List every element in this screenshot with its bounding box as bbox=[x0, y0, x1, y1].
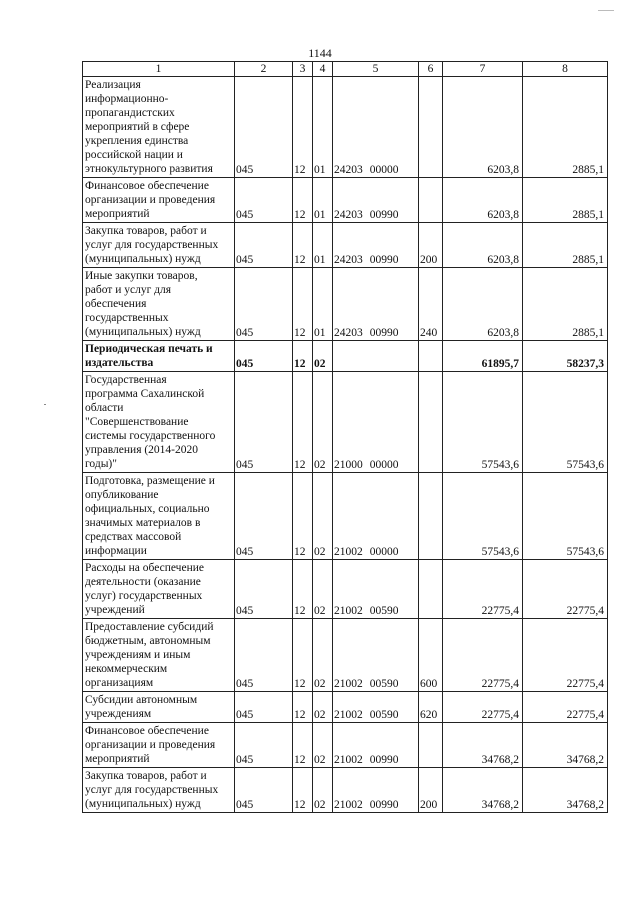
page-number: 1144 bbox=[308, 46, 332, 60]
scan-artifact-dot bbox=[44, 404, 46, 405]
item-name-line: организации и проведения bbox=[85, 739, 216, 751]
section-code-cell: 12 bbox=[293, 268, 313, 341]
ministry-code-cell: 045 bbox=[235, 692, 293, 723]
item-name-line: Закупка товаров, работ и bbox=[85, 225, 207, 237]
budget-table-container bbox=[82, 61, 608, 813]
expense-type-cell bbox=[419, 560, 443, 619]
expense-type-cell bbox=[419, 178, 443, 223]
item-name-line: Иные закупки товаров, bbox=[85, 270, 198, 282]
item-name-line: издательства bbox=[85, 357, 154, 369]
subsection-code-cell: 01 bbox=[313, 268, 333, 341]
section-code-cell: 12 bbox=[293, 372, 313, 473]
table-row bbox=[83, 341, 608, 372]
section-code-cell: 12 bbox=[293, 178, 313, 223]
target-article-program: 21002 bbox=[334, 799, 363, 811]
item-name-cell bbox=[83, 768, 235, 813]
item-name-cell bbox=[83, 619, 235, 692]
scan-artifact bbox=[598, 10, 614, 11]
item-name-line: средствах массовой bbox=[85, 531, 182, 543]
header-col-7: 7 bbox=[443, 62, 523, 77]
target-article-program: 21002 bbox=[334, 754, 363, 766]
ministry-code-cell: 045 bbox=[235, 178, 293, 223]
expense-type-cell bbox=[419, 473, 443, 560]
target-article-program: 21002 bbox=[334, 709, 363, 721]
item-name-line: бюджетным, автономным bbox=[85, 635, 211, 647]
target-article-cell bbox=[333, 692, 419, 723]
item-name-line: Финансовое обеспечение bbox=[85, 725, 209, 737]
amount-year-2-cell: 2885,1 bbox=[523, 77, 608, 178]
expense-type-cell: 200 bbox=[419, 768, 443, 813]
expense-type-cell: 240 bbox=[419, 268, 443, 341]
section-code-cell: 12 bbox=[293, 692, 313, 723]
table-row bbox=[83, 692, 608, 723]
item-name-line: услуг для государственных bbox=[85, 239, 219, 251]
target-article-cell bbox=[333, 768, 419, 813]
expense-type-cell: 200 bbox=[419, 223, 443, 268]
ministry-code-cell: 045 bbox=[235, 77, 293, 178]
target-article-cell bbox=[333, 341, 419, 372]
table-body bbox=[83, 62, 608, 813]
section-code-cell: 12 bbox=[293, 223, 313, 268]
target-article-code bbox=[334, 677, 399, 691]
amount-year-1-cell: 22775,4 bbox=[443, 692, 523, 723]
item-name-cell bbox=[83, 223, 235, 268]
ministry-code-cell: 045 bbox=[235, 619, 293, 692]
target-article-direction: 00990 bbox=[369, 799, 399, 811]
header-row bbox=[83, 62, 608, 77]
item-name-cell bbox=[83, 372, 235, 473]
table-row bbox=[83, 223, 608, 268]
section-code-cell: 12 bbox=[293, 77, 313, 178]
item-name-line: Закупка товаров, работ и bbox=[85, 770, 207, 782]
target-article-cell bbox=[333, 223, 419, 268]
target-article-code bbox=[334, 545, 399, 559]
target-article-cell bbox=[333, 619, 419, 692]
target-article-cell bbox=[333, 473, 419, 560]
target-article-code bbox=[334, 253, 399, 267]
item-name-line: мероприятий в сфере bbox=[85, 121, 190, 133]
item-name-line: Периодическая печать и bbox=[85, 343, 213, 355]
item-name-line: Расходы на обеспечение bbox=[85, 562, 204, 574]
item-name-cell bbox=[83, 692, 235, 723]
item-name-line: управления (2014-2020 bbox=[85, 444, 199, 456]
expense-type-cell: 600 bbox=[419, 619, 443, 692]
target-article-direction: 00000 bbox=[369, 459, 399, 471]
target-article-code bbox=[334, 326, 399, 340]
target-article-program: 21002 bbox=[334, 605, 363, 617]
item-name-cell bbox=[83, 268, 235, 341]
target-article-direction: 00590 bbox=[369, 678, 399, 690]
header-col-1: 1 bbox=[83, 62, 235, 77]
amount-year-2-cell: 22775,4 bbox=[523, 560, 608, 619]
item-name-line: официальных, социально bbox=[85, 503, 210, 515]
target-article-code bbox=[334, 708, 399, 722]
ministry-code-cell: 045 bbox=[235, 723, 293, 768]
item-name-line: (муниципальных) нужд bbox=[85, 798, 201, 810]
header-col-5: 5 bbox=[333, 62, 419, 77]
table-row bbox=[83, 560, 608, 619]
expense-type-cell bbox=[419, 341, 443, 372]
amount-year-2-cell: 34768,2 bbox=[523, 768, 608, 813]
target-article-program: 21002 bbox=[334, 546, 363, 558]
item-name-cell bbox=[83, 77, 235, 178]
amount-year-1-cell: 6203,8 bbox=[443, 268, 523, 341]
amount-year-1-cell: 6203,8 bbox=[443, 223, 523, 268]
target-article-program: 21000 bbox=[334, 459, 363, 471]
target-article-code bbox=[334, 357, 341, 371]
item-name-line: услуг) государственных bbox=[85, 590, 203, 602]
item-name-line: учреждениям bbox=[85, 708, 152, 720]
target-article-cell bbox=[333, 723, 419, 768]
item-name-line: Реализация bbox=[85, 79, 141, 91]
table-row bbox=[83, 768, 608, 813]
table-row bbox=[83, 77, 608, 178]
item-name-line: мероприятий bbox=[85, 208, 150, 220]
section-code-cell: 12 bbox=[293, 619, 313, 692]
table-row bbox=[83, 178, 608, 223]
item-name-line: Государственная bbox=[85, 374, 167, 386]
subsection-code-cell: 01 bbox=[313, 223, 333, 268]
subsection-code-cell: 02 bbox=[313, 372, 333, 473]
amount-year-2-cell: 57543,6 bbox=[523, 372, 608, 473]
section-code-cell: 12 bbox=[293, 341, 313, 372]
item-name-line: этнокультурного развития bbox=[85, 163, 213, 175]
target-article-code bbox=[334, 798, 399, 812]
amount-year-2-cell: 2885,1 bbox=[523, 178, 608, 223]
item-name-line: Подготовка, размещение и bbox=[85, 475, 215, 487]
amount-year-2-cell: 22775,4 bbox=[523, 692, 608, 723]
subsection-code-cell: 01 bbox=[313, 77, 333, 178]
item-name-line: укрепления единства bbox=[85, 135, 189, 147]
item-name-cell bbox=[83, 723, 235, 768]
target-article-program: 21002 bbox=[334, 678, 363, 690]
ministry-code-cell: 045 bbox=[235, 341, 293, 372]
target-article-program: 24203 bbox=[334, 327, 363, 339]
target-article-direction: 00990 bbox=[369, 209, 399, 221]
amount-year-1-cell: 61895,7 bbox=[443, 341, 523, 372]
item-name-line: Финансовое обеспечение bbox=[85, 180, 209, 192]
expense-type-cell bbox=[419, 77, 443, 178]
item-name-line: услуг для государственных bbox=[85, 784, 219, 796]
item-name-line: учреждениям и иным bbox=[85, 649, 191, 661]
target-article-program: 24203 bbox=[334, 254, 363, 266]
target-article-cell bbox=[333, 77, 419, 178]
target-article-code bbox=[334, 753, 399, 767]
target-article-direction: 00000 bbox=[369, 546, 399, 558]
item-name-line: области bbox=[85, 402, 124, 414]
amount-year-2-cell: 22775,4 bbox=[523, 619, 608, 692]
header-col-3: 3 bbox=[293, 62, 313, 77]
item-name-line: некоммерческим bbox=[85, 663, 168, 675]
amount-year-2-cell: 2885,1 bbox=[523, 268, 608, 341]
target-article-direction: 00590 bbox=[369, 605, 399, 617]
amount-year-1-cell: 22775,4 bbox=[443, 619, 523, 692]
budget-table bbox=[82, 61, 608, 813]
table-row bbox=[83, 619, 608, 692]
item-name-line: "Совершенствование bbox=[85, 416, 189, 428]
item-name-cell bbox=[83, 473, 235, 560]
section-code-cell: 12 bbox=[293, 560, 313, 619]
ministry-code-cell: 045 bbox=[235, 223, 293, 268]
item-name-line: организациям bbox=[85, 677, 154, 689]
amount-year-2-cell: 58237,3 bbox=[523, 341, 608, 372]
header-col-2: 2 bbox=[235, 62, 293, 77]
expense-type-cell bbox=[419, 723, 443, 768]
ministry-code-cell: 045 bbox=[235, 560, 293, 619]
header-col-8: 8 bbox=[523, 62, 608, 77]
item-name-line: российской нации и bbox=[85, 149, 183, 161]
item-name-line: работ и услуг для bbox=[85, 284, 172, 296]
item-name-line: Предоставление субсидий bbox=[85, 621, 214, 633]
item-name-line: пропагандистских bbox=[85, 107, 175, 119]
item-name-line: информационно- bbox=[85, 93, 169, 105]
ministry-code-cell: 045 bbox=[235, 268, 293, 341]
target-article-program: 24203 bbox=[334, 164, 363, 176]
subsection-code-cell: 02 bbox=[313, 619, 333, 692]
table-row bbox=[83, 473, 608, 560]
amount-year-1-cell: 57543,6 bbox=[443, 372, 523, 473]
item-name-line: организации и проведения bbox=[85, 194, 216, 206]
amount-year-2-cell: 34768,2 bbox=[523, 723, 608, 768]
item-name-line: обеспечения bbox=[85, 298, 147, 310]
subsection-code-cell: 02 bbox=[313, 692, 333, 723]
subsection-code-cell: 02 bbox=[313, 723, 333, 768]
item-name-line: системы государственного bbox=[85, 430, 216, 442]
item-name-line: опубликование bbox=[85, 489, 159, 501]
item-name-line: информации bbox=[85, 545, 147, 557]
item-name-line: программа Сахалинской bbox=[85, 388, 205, 400]
table-row bbox=[83, 723, 608, 768]
item-name-line: годы)" bbox=[85, 458, 117, 470]
target-article-direction: 00590 bbox=[369, 709, 399, 721]
target-article-direction: 00990 bbox=[369, 327, 399, 339]
amount-year-1-cell: 34768,2 bbox=[443, 768, 523, 813]
ministry-code-cell: 045 bbox=[235, 768, 293, 813]
target-article-cell bbox=[333, 178, 419, 223]
item-name-line: деятельности (оказание bbox=[85, 576, 201, 588]
item-name-cell bbox=[83, 341, 235, 372]
subsection-code-cell: 02 bbox=[313, 768, 333, 813]
subsection-code-cell: 01 bbox=[313, 178, 333, 223]
item-name-line: Субсидии автономным bbox=[85, 694, 198, 706]
subsection-code-cell: 02 bbox=[313, 560, 333, 619]
target-article-code bbox=[334, 163, 399, 177]
section-code-cell: 12 bbox=[293, 473, 313, 560]
item-name-line: мероприятий bbox=[85, 753, 150, 765]
expense-type-cell bbox=[419, 372, 443, 473]
target-article-cell bbox=[333, 268, 419, 341]
ministry-code-cell: 045 bbox=[235, 473, 293, 560]
item-name-line: (муниципальных) нужд bbox=[85, 326, 201, 338]
item-name-line: (муниципальных) нужд bbox=[85, 253, 201, 265]
target-article-code bbox=[334, 604, 399, 618]
target-article-cell bbox=[333, 372, 419, 473]
table-row bbox=[83, 268, 608, 341]
amount-year-1-cell: 22775,4 bbox=[443, 560, 523, 619]
amount-year-1-cell: 57543,6 bbox=[443, 473, 523, 560]
subsection-code-cell: 02 bbox=[313, 341, 333, 372]
amount-year-1-cell: 34768,2 bbox=[443, 723, 523, 768]
section-code-cell: 12 bbox=[293, 768, 313, 813]
header-col-6: 6 bbox=[419, 62, 443, 77]
ministry-code-cell: 045 bbox=[235, 372, 293, 473]
target-article-direction: 00000 bbox=[369, 164, 399, 176]
target-article-direction: 00990 bbox=[369, 254, 399, 266]
target-article-cell bbox=[333, 560, 419, 619]
target-article-code bbox=[334, 458, 399, 472]
item-name-line: учреждений bbox=[85, 604, 145, 616]
item-name-line: значимых материалов в bbox=[85, 517, 201, 529]
target-article-direction: 00990 bbox=[369, 754, 399, 766]
expense-type-cell: 620 bbox=[419, 692, 443, 723]
amount-year-2-cell: 2885,1 bbox=[523, 223, 608, 268]
target-article-program: 24203 bbox=[334, 209, 363, 221]
section-code-cell: 12 bbox=[293, 723, 313, 768]
amount-year-1-cell: 6203,8 bbox=[443, 77, 523, 178]
amount-year-2-cell: 57543,6 bbox=[523, 473, 608, 560]
item-name-cell bbox=[83, 560, 235, 619]
header-col-4: 4 bbox=[313, 62, 333, 77]
item-name-cell bbox=[83, 178, 235, 223]
table-row bbox=[83, 372, 608, 473]
target-article-code bbox=[334, 208, 399, 222]
item-name-line: государственных bbox=[85, 312, 169, 324]
subsection-code-cell: 02 bbox=[313, 473, 333, 560]
amount-year-1-cell: 6203,8 bbox=[443, 178, 523, 223]
